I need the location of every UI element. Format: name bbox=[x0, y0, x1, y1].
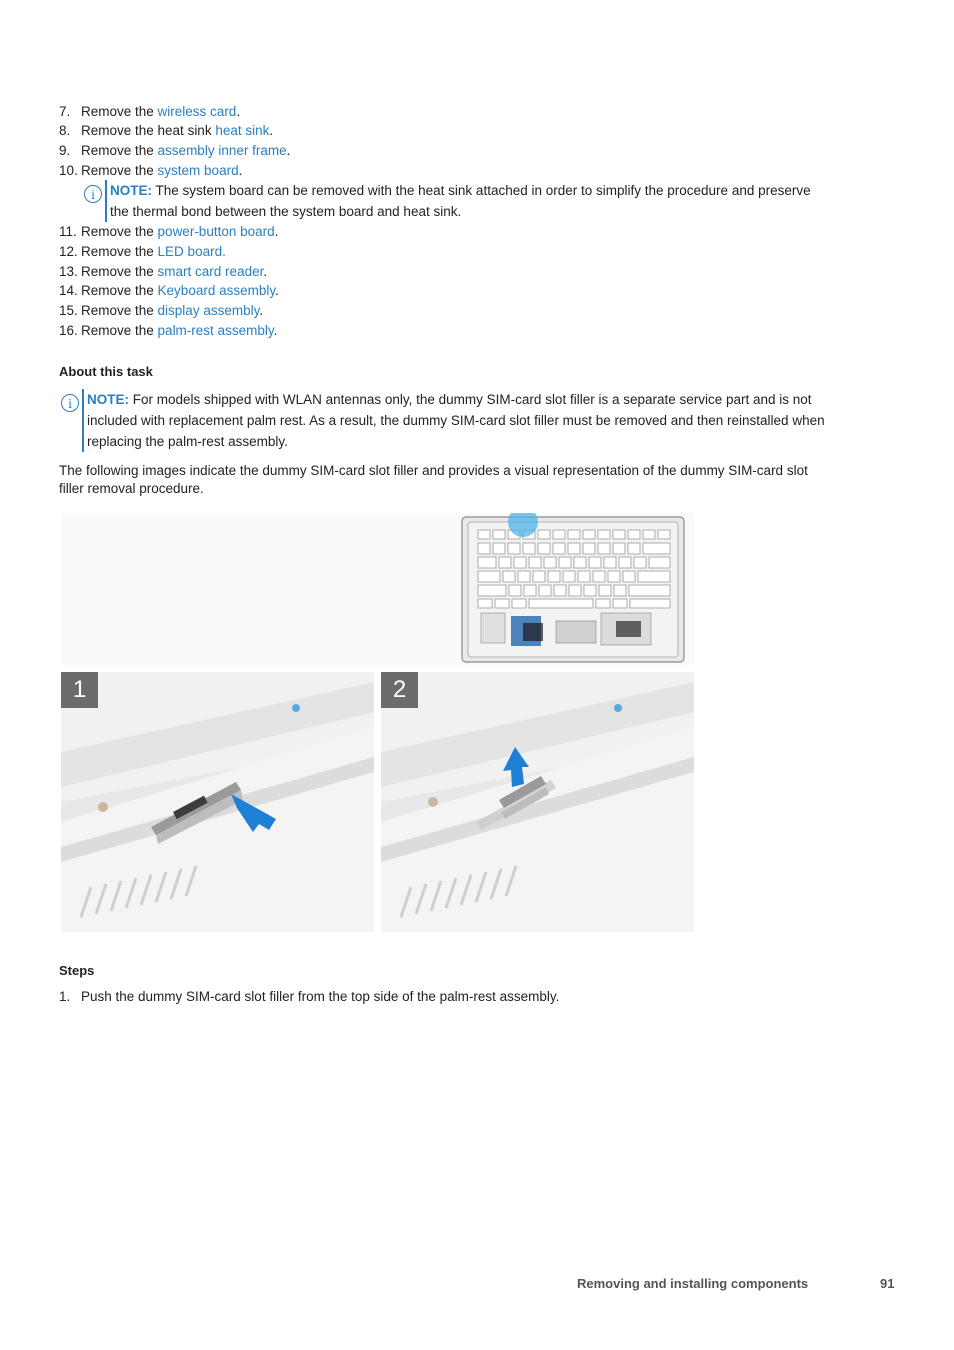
step-13: 13. Remove the smart card reader. bbox=[59, 264, 268, 279]
note-label: NOTE: bbox=[110, 183, 152, 198]
info-icon: i bbox=[61, 394, 79, 412]
link-system-board[interactable]: system board bbox=[157, 163, 239, 178]
step-15: 15. Remove the display assembly. bbox=[59, 303, 264, 318]
link-heat-sink[interactable]: heat sink bbox=[215, 123, 270, 138]
note-bar bbox=[82, 389, 84, 452]
link-wireless-card[interactable]: wireless card bbox=[157, 104, 237, 119]
step-badge-1: 1 bbox=[61, 672, 98, 708]
about-heading: About this task bbox=[59, 364, 153, 379]
step-12: 12. Remove the LED board. bbox=[59, 244, 226, 259]
link-keyboard-assembly[interactable]: Keyboard assembly bbox=[157, 283, 276, 298]
panel-1-image bbox=[61, 672, 374, 932]
figure-overview bbox=[61, 513, 694, 665]
palm-rest-overview-image bbox=[61, 513, 694, 665]
intro-paragraph: The following images indicate the dummy SIM-card slot filler and provides a visual representation of the dummy SIM-card slot filler removal procedure. bbox=[59, 463, 808, 496]
info-icon: i bbox=[84, 185, 102, 203]
step-10: 10. Remove the system board. bbox=[59, 163, 243, 178]
note-label: NOTE: bbox=[87, 392, 129, 407]
step-8: 8. Remove the heat sink heat sink. bbox=[59, 123, 274, 138]
link-power-button-board[interactable]: power-button board bbox=[157, 224, 275, 239]
note-wlan: i NOTE: For models shipped with WLAN antennas only, the dummy SIM-card slot filler is a separate service part and is not included with replacement palm rest. As a result, the dummy SIM-card slot filler must be removed and then reinstalled when replacing the palm-rest assembly. bbox=[61, 389, 825, 452]
figure-panel-2 bbox=[381, 672, 694, 932]
page-number: 91 bbox=[880, 1276, 895, 1291]
final-step-1: 1. Push the dummy SIM-card slot filler from the top side of the palm-rest assembly. bbox=[59, 989, 560, 1004]
step-badge-2: 2 bbox=[381, 672, 418, 708]
step-7: 7. Remove the wireless card. bbox=[59, 104, 241, 119]
note-bar bbox=[105, 180, 107, 222]
link-display-assembly[interactable]: display assembly bbox=[157, 303, 260, 318]
note-system-board: i NOTE: The system board can be removed with the heat sink attached in order to simplify the procedure and preserve the thermal bond between the system board and heat sink. bbox=[84, 180, 811, 222]
link-palm-rest-assembly[interactable]: palm-rest assembly bbox=[157, 323, 274, 338]
link-assembly-inner-frame[interactable]: assembly inner frame bbox=[157, 143, 287, 158]
panel-2-image bbox=[381, 672, 694, 932]
step-16: 16. Remove the palm-rest assembly. bbox=[59, 323, 278, 338]
footer-section-title: Removing and installing components bbox=[577, 1276, 809, 1291]
figure-panel-1 bbox=[61, 672, 374, 932]
steps-heading: Steps bbox=[59, 963, 95, 978]
step-14: 14. Remove the Keyboard assembly. bbox=[59, 283, 279, 298]
link-smart-card-reader[interactable]: smart card reader bbox=[157, 264, 264, 279]
step-11: 11. Remove the power-button board. bbox=[59, 224, 279, 239]
step-9: 9. Remove the assembly inner frame. bbox=[59, 143, 291, 158]
link-led-board[interactable]: LED board. bbox=[157, 244, 226, 259]
